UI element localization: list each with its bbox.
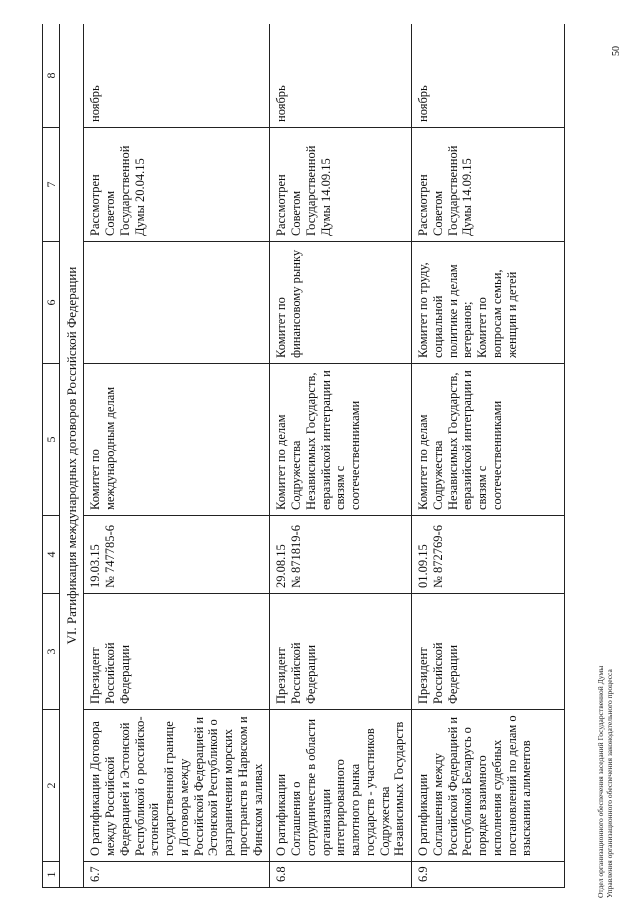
page-number: 50 [611, 46, 622, 56]
responsible-committee: Комитет по делам Содружества Независимых Государств, евразийской интеграции и связям с соотечественниками [412, 364, 565, 516]
footer-line: Отдел организационного обеспечения заседаний Государственной Думы [596, 665, 605, 898]
bill-number: № 747785-6 [103, 525, 118, 588]
co-executor-committee [84, 242, 270, 364]
row-number: 6.9 [412, 862, 565, 888]
row-number: 6.7 [84, 862, 270, 888]
column-number: 3 [43, 594, 60, 710]
bill-number: № 871819-6 [289, 525, 304, 588]
bill-date: 19.03.15 [88, 544, 103, 588]
rotated-page [42, 24, 595, 888]
column-number: 5 [43, 364, 60, 516]
bill-title: О ратификации Соглашения между Российской Федерацией и Республикой Беларусь о порядке взаимного исполнения судебных постановлений по делам о взыскании алиментов [412, 710, 565, 862]
column-number: 8 [43, 24, 60, 128]
bill-initiator: Президент Российской Федерации [84, 594, 270, 710]
bills-table [42, 24, 565, 888]
section-row [60, 24, 84, 888]
bill-number: № 872769-6 [430, 525, 445, 588]
column-number: 2 [43, 710, 60, 862]
responsible-committee: Комитет по международным делам [84, 364, 270, 516]
planned-month: ноябрь [412, 24, 565, 128]
bill-status: Рассмотрен Советом Государственной Думы 20.04.15 [84, 128, 270, 242]
column-number: 6 [43, 242, 60, 364]
bill-initiator: Президент Российской Федерации [412, 594, 565, 710]
table-row [412, 24, 565, 888]
responsible-committee: Комитет по делам Содружества Независимых Государств, евразийской интеграции и связям с соотечественниками [270, 364, 412, 516]
table-row [84, 24, 270, 888]
co-executor-committee: Комитет по финансовому рынку [270, 242, 412, 364]
column-number: 7 [43, 128, 60, 242]
document-sheet [42, 24, 595, 888]
row-number: 6.8 [270, 862, 412, 888]
planned-month: ноябрь [84, 24, 270, 128]
bill-date: 29.08.15 [274, 544, 289, 588]
bill-status: Рассмотрен Советом Государственной Думы 14.09.15 [412, 128, 565, 242]
page-footer [596, 538, 632, 898]
bill-registration [412, 516, 565, 594]
co-executor-committee: Комитет по труду, социальной политике и делам ветеранов; Комитет по вопросам семьи, женщин и детей [412, 242, 565, 364]
bill-initiator: Президент Российской Федерации [270, 594, 412, 710]
bill-status: Рассмотрен Советом Государственной Думы 14.09.15 [270, 128, 412, 242]
column-number: 4 [43, 516, 60, 594]
bill-title: О ратификации Договора между Российской Федерацией и Эстонской Республикой о российско-эстонской государственной границе и Договора между Российской Федерацией и Эстонской Республикой о разграничении морских пространств в Нарвском и Финском заливах [84, 710, 270, 862]
table-row [270, 24, 412, 888]
column-number-row [43, 24, 60, 888]
column-number: 1 [43, 862, 60, 888]
planned-month: ноябрь [270, 24, 412, 128]
bill-registration [270, 516, 412, 594]
bill-title: О ратификации Соглашения о сотрудничестве в области организации интегрированного валютного рынка государств - участников Содружества Независимых Государств [270, 710, 412, 862]
bill-date: 01.09.15 [416, 544, 431, 588]
footer-line: Управления организационного обеспечения законодательного процесса [605, 669, 615, 898]
bill-registration [84, 516, 270, 594]
section-title: VI. Ратификация международных договоров Российской Федерации [60, 24, 84, 888]
